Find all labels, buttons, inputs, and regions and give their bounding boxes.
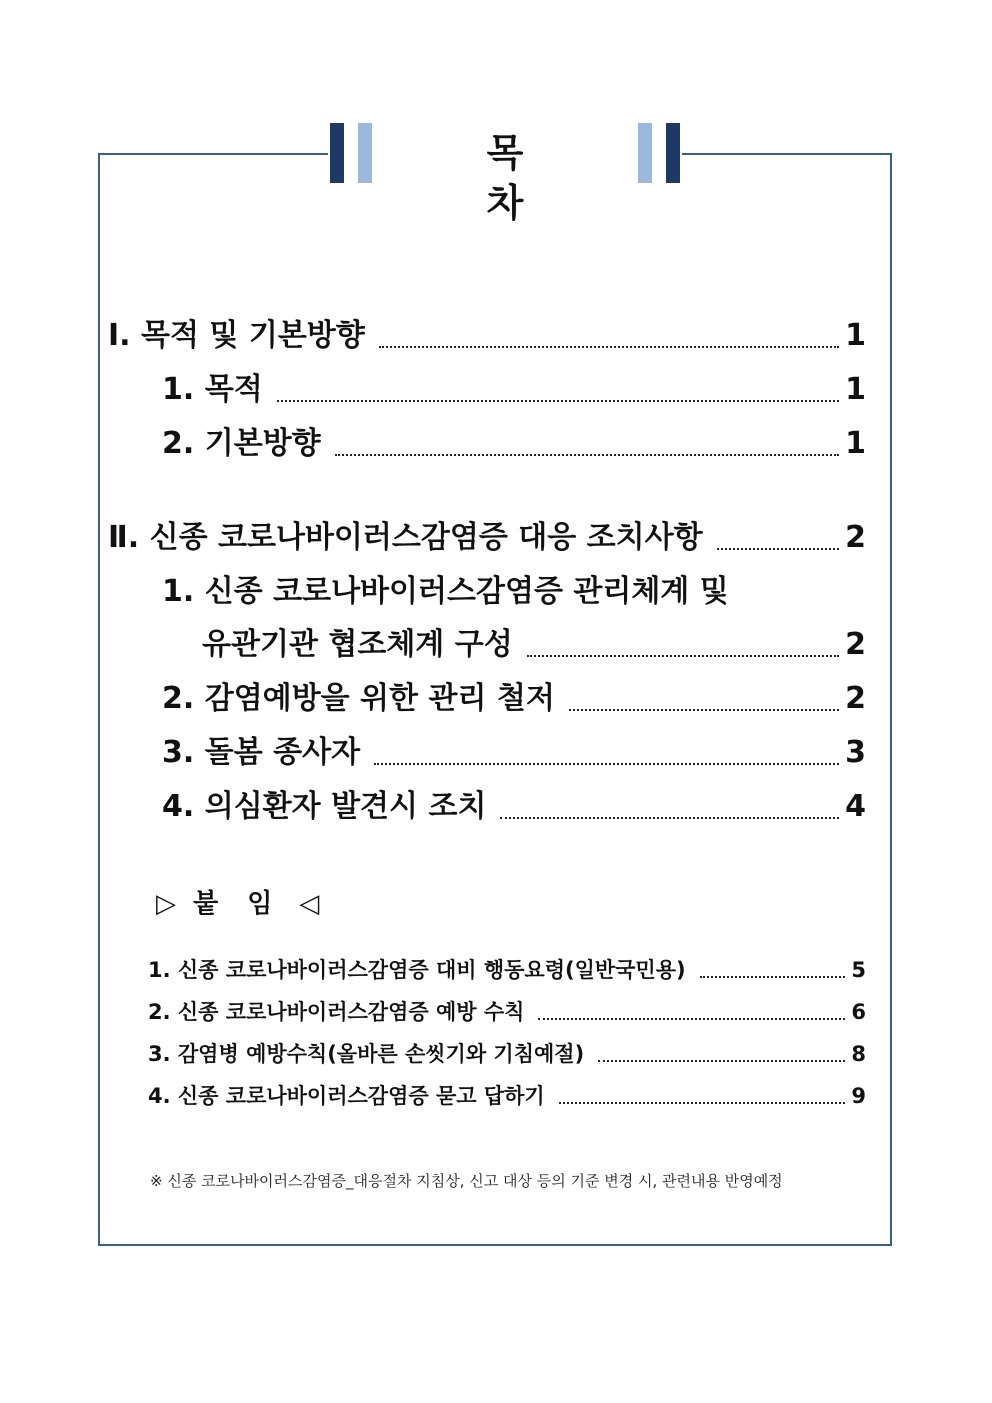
leader-dots [374, 762, 839, 765]
toc-item-2-4[interactable] [162, 787, 866, 827]
triangle-right-icon: ▷ [156, 889, 176, 919]
leader-dots [277, 399, 839, 402]
toc-item-page: 2 [845, 681, 866, 716]
toc-section-2-label: Ⅱ. 신종 코로나바이러스감염증 대응 조치사항 [108, 520, 703, 555]
toc-item-label: 2. 기본방향 [162, 426, 321, 461]
appendix-item-2[interactable] [148, 998, 866, 1026]
title-bar-left-light [358, 123, 372, 183]
toc-item-2-1-line1[interactable]: 1. 신종 코로나바이러스감염증 관리체계 및 [162, 574, 729, 609]
toc-item-2-1[interactable] [202, 625, 866, 665]
toc-item-page: 4 [845, 789, 866, 824]
footnote: ※ 신종 코로나바이러스감염증_대응절차 지침상, 신고 대상 등의 기준 변경 시, 관련내용 반영예정 [150, 1172, 783, 1190]
toc-item-label: 1. 목적 [162, 372, 263, 407]
leader-dots [598, 1059, 845, 1062]
toc-section-1-page: 1 [845, 318, 866, 353]
toc-item-label: 3. 돌봄 종사자 [162, 735, 361, 770]
appendix-heading-text: 붙 임 [193, 889, 283, 919]
toc-item-page: 1 [845, 426, 866, 461]
toc-item-1-2[interactable] [162, 424, 866, 464]
leader-dots [559, 1101, 846, 1104]
toc-item-2-2[interactable] [162, 679, 866, 719]
toc-item-label: 유관기관 협조체계 구성 [202, 627, 513, 662]
title-bar-left-dark [330, 123, 344, 183]
leader-dots [527, 654, 839, 657]
appendix-item-1[interactable] [148, 956, 866, 984]
appendix-item-label: 4. 신종 코로나바이러스감염증 묻고 답하기 [148, 1084, 545, 1108]
appendix-item-4[interactable] [148, 1082, 866, 1110]
appendix-item-label: 3. 감염병 예방수칙(올바른 손씻기와 기침예절) [148, 1042, 585, 1066]
toc-section-2-page: 2 [845, 520, 866, 555]
triangle-left-icon: ◁ [299, 889, 320, 919]
appendix-item-page: 5 [851, 958, 866, 982]
leader-dots [379, 345, 839, 348]
appendix-item-page: 8 [851, 1042, 866, 1066]
toc-section-1-label: Ⅰ. 목적 및 기본방향 [108, 318, 365, 353]
leader-dots [538, 1017, 845, 1020]
leader-dots [569, 708, 839, 711]
leader-dots [717, 547, 840, 550]
appendix-item-3[interactable] [148, 1040, 866, 1068]
appendix-item-label: 2. 신종 코로나바이러스감염증 예방 수칙 [148, 1000, 525, 1024]
toc-section-2[interactable] [108, 518, 866, 558]
title-bar-right-dark [666, 123, 680, 183]
appendix-item-label: 1. 신종 코로나바이러스감염증 대비 행동요령(일반국민용) [148, 958, 686, 982]
leader-dots [700, 975, 846, 978]
toc-item-1-1[interactable] [162, 370, 866, 410]
page-title: 목 차 [486, 131, 580, 225]
leader-dots [335, 453, 839, 456]
toc-section-1[interactable] [108, 316, 866, 356]
appendix-item-page: 6 [851, 1000, 866, 1024]
toc-item-label: 2. 감염예방을 위한 관리 철저 [162, 681, 555, 716]
appendix-item-page: 9 [851, 1084, 866, 1108]
appendix-heading [156, 886, 319, 922]
title-bar-right-light [638, 123, 652, 183]
leader-dots [500, 816, 839, 819]
toc-item-2-3[interactable] [162, 733, 866, 773]
toc-item-page: 2 [845, 627, 866, 662]
toc-item-label: 4. 의심환자 발견시 조치 [162, 789, 487, 824]
toc-item-page: 1 [845, 372, 866, 407]
toc-item-page: 3 [845, 735, 866, 770]
